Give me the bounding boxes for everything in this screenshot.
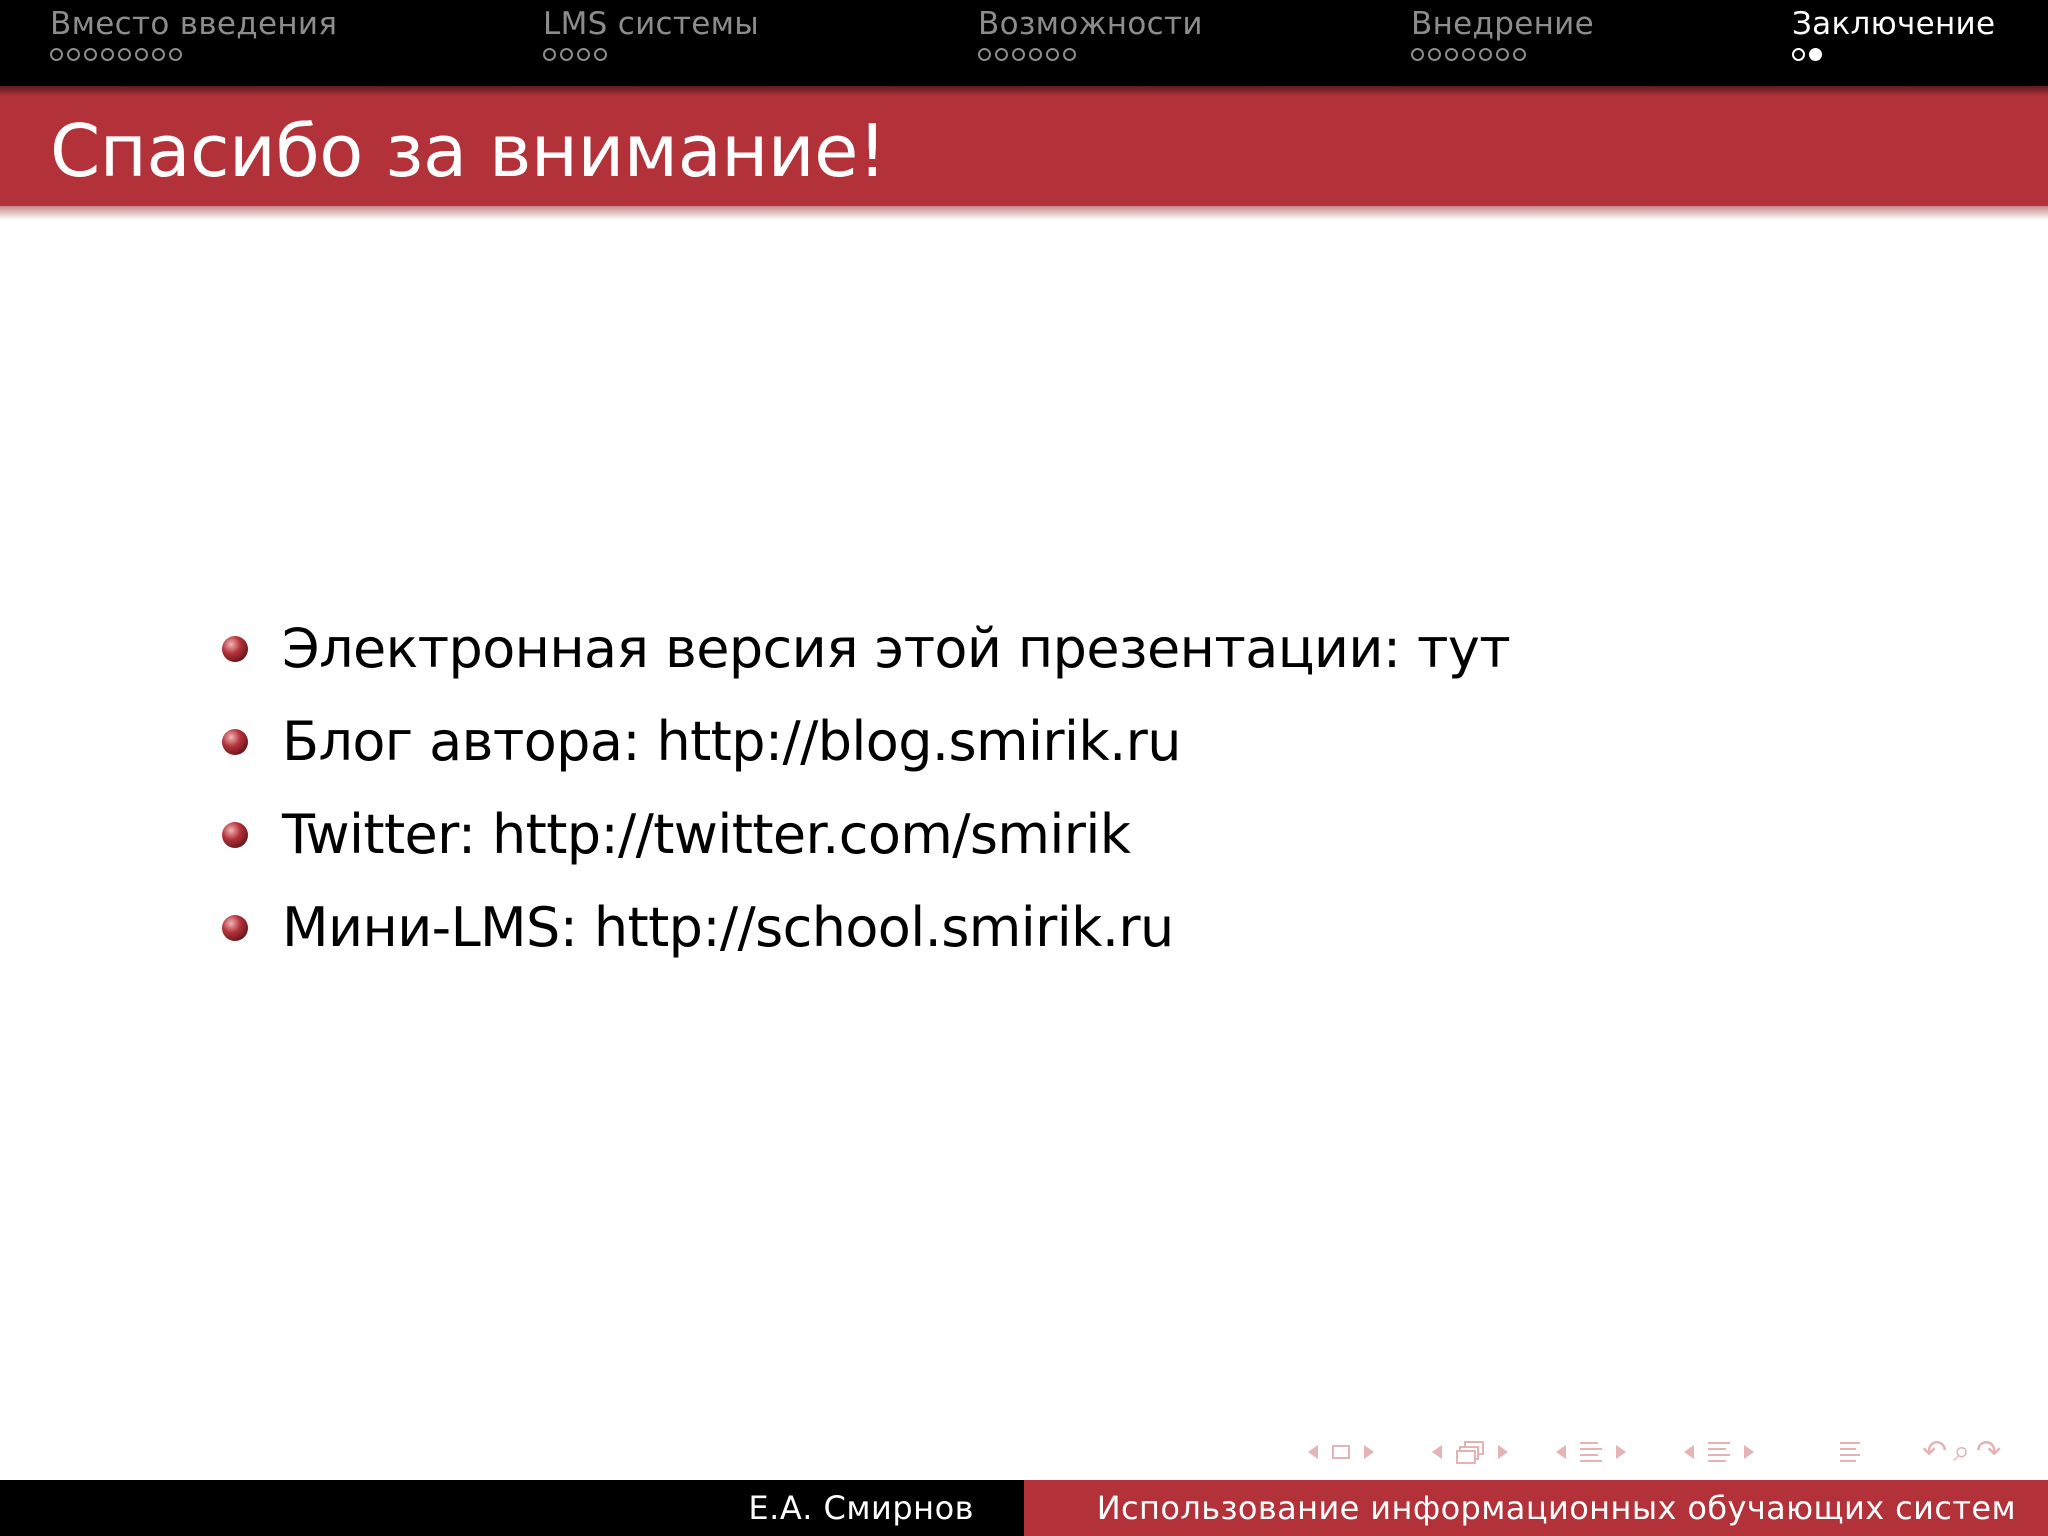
nav-slide-dots bbox=[1411, 48, 1594, 61]
slide-icon[interactable] bbox=[1332, 1445, 1350, 1459]
slide-dot[interactable] bbox=[543, 48, 556, 61]
back-search-forward[interactable] bbox=[1922, 1432, 2001, 1472]
list-item bbox=[222, 695, 1510, 788]
frame-navigation[interactable] bbox=[1432, 1432, 1508, 1472]
bullet-ball-icon bbox=[222, 915, 248, 941]
presentation-short-title: Использование информационных обучающих систем bbox=[1096, 1489, 2016, 1527]
nav-section-title[interactable]: Внедрение bbox=[1411, 6, 1594, 42]
nav-section-implementation[interactable] bbox=[1411, 4, 1594, 61]
nav-section-title[interactable]: Возможности bbox=[978, 6, 1203, 42]
redo-icon[interactable]: ↷ bbox=[1975, 1434, 2002, 1469]
next-arrow-icon[interactable] bbox=[1498, 1445, 1508, 1459]
slide-dot[interactable] bbox=[50, 48, 63, 61]
previous-arrow-icon[interactable] bbox=[1432, 1445, 1442, 1459]
slide-dot[interactable] bbox=[152, 48, 165, 61]
frame-title-bar bbox=[0, 86, 2048, 206]
frame-stack-icon[interactable] bbox=[1456, 1440, 1484, 1464]
slide-dot[interactable] bbox=[1029, 48, 1042, 61]
undo-icon[interactable]: ↶ bbox=[1922, 1434, 1948, 1469]
slide-dot[interactable] bbox=[995, 48, 1008, 61]
slide-dot[interactable] bbox=[118, 48, 131, 61]
next-arrow-icon[interactable] bbox=[1744, 1445, 1754, 1459]
bullet-text[interactable]: Электронная версия этой презентации: тут bbox=[282, 617, 1511, 680]
slide-navigation[interactable] bbox=[1308, 1432, 1374, 1472]
document-navigation[interactable] bbox=[1840, 1432, 1860, 1472]
bullet-text[interactable]: Мини-LMS: http://school.smirik.ru bbox=[282, 896, 1174, 959]
slide-dot[interactable] bbox=[1428, 48, 1441, 61]
footline bbox=[0, 1480, 2048, 1536]
slide-dot[interactable] bbox=[594, 48, 607, 61]
slide-dot[interactable] bbox=[1445, 48, 1458, 61]
slide-dot[interactable] bbox=[978, 48, 991, 61]
footline-author-box bbox=[0, 1480, 1024, 1536]
nav-slide-dots bbox=[50, 48, 337, 61]
document-icon[interactable] bbox=[1840, 1442, 1860, 1462]
nav-section-conclusion[interactable] bbox=[1792, 4, 1995, 61]
bullet-list bbox=[222, 602, 1510, 974]
slide-dot[interactable] bbox=[1513, 48, 1526, 61]
nav-slide-dots bbox=[543, 48, 759, 61]
frame-title: Спасибо за внимание! bbox=[50, 109, 887, 193]
nav-section-intro[interactable] bbox=[50, 4, 337, 61]
subsection-icon[interactable] bbox=[1580, 1442, 1602, 1462]
section-navigation[interactable] bbox=[1684, 1432, 1754, 1472]
author-name: Е.А. Смирнов bbox=[748, 1489, 974, 1527]
search-icon[interactable]: ⌕ bbox=[1953, 1434, 1970, 1469]
nav-slide-dots bbox=[1792, 48, 1995, 61]
slide-dot[interactable] bbox=[1496, 48, 1509, 61]
slide-dot[interactable] bbox=[101, 48, 114, 61]
list-item bbox=[222, 881, 1510, 974]
bullet-text[interactable]: Блог автора: http://blog.smirik.ru bbox=[282, 710, 1181, 773]
nav-section-title[interactable]: LMS системы bbox=[543, 6, 760, 42]
bullet-ball-icon bbox=[222, 729, 248, 755]
slide-dot[interactable] bbox=[169, 48, 182, 61]
slide-dot[interactable] bbox=[1479, 48, 1492, 61]
slide-dot[interactable] bbox=[1462, 48, 1475, 61]
slide-dot[interactable] bbox=[560, 48, 573, 61]
nav-slide-dots bbox=[978, 48, 1203, 61]
slide-dot[interactable] bbox=[67, 48, 80, 61]
bullet-text[interactable]: Twitter: http://twitter.com/smirik bbox=[282, 803, 1131, 866]
list-item bbox=[222, 788, 1510, 881]
slide-dot[interactable] bbox=[135, 48, 148, 61]
subsection-navigation[interactable] bbox=[1556, 1432, 1626, 1472]
section-navigation-bar bbox=[0, 0, 2048, 86]
slide-dot[interactable] bbox=[1792, 48, 1805, 61]
next-arrow-icon[interactable] bbox=[1364, 1445, 1374, 1459]
next-arrow-icon[interactable] bbox=[1616, 1445, 1626, 1459]
slide-dot[interactable] bbox=[84, 48, 97, 61]
beamer-navigation-symbols bbox=[0, 1432, 2048, 1472]
slide-dot[interactable] bbox=[1012, 48, 1025, 61]
footline-title-box bbox=[1024, 1480, 2048, 1536]
list-item bbox=[222, 602, 1510, 695]
slide-dot[interactable] bbox=[1809, 48, 1822, 61]
slide-dot[interactable] bbox=[577, 48, 590, 61]
previous-arrow-icon[interactable] bbox=[1556, 1445, 1566, 1459]
bullet-ball-icon bbox=[222, 636, 248, 662]
nav-section-title[interactable]: Заключение bbox=[1792, 6, 1996, 42]
nav-section-lms-systems[interactable] bbox=[543, 4, 759, 61]
slide-dot[interactable] bbox=[1046, 48, 1059, 61]
previous-arrow-icon[interactable] bbox=[1684, 1445, 1694, 1459]
slide-dot[interactable] bbox=[1063, 48, 1076, 61]
bullet-ball-icon bbox=[222, 822, 248, 848]
nav-section-title[interactable]: Вместо введения bbox=[50, 6, 338, 42]
section-icon[interactable] bbox=[1708, 1442, 1730, 1462]
slide-dot[interactable] bbox=[1411, 48, 1424, 61]
previous-arrow-icon[interactable] bbox=[1308, 1445, 1318, 1459]
nav-section-features[interactable] bbox=[978, 4, 1203, 61]
